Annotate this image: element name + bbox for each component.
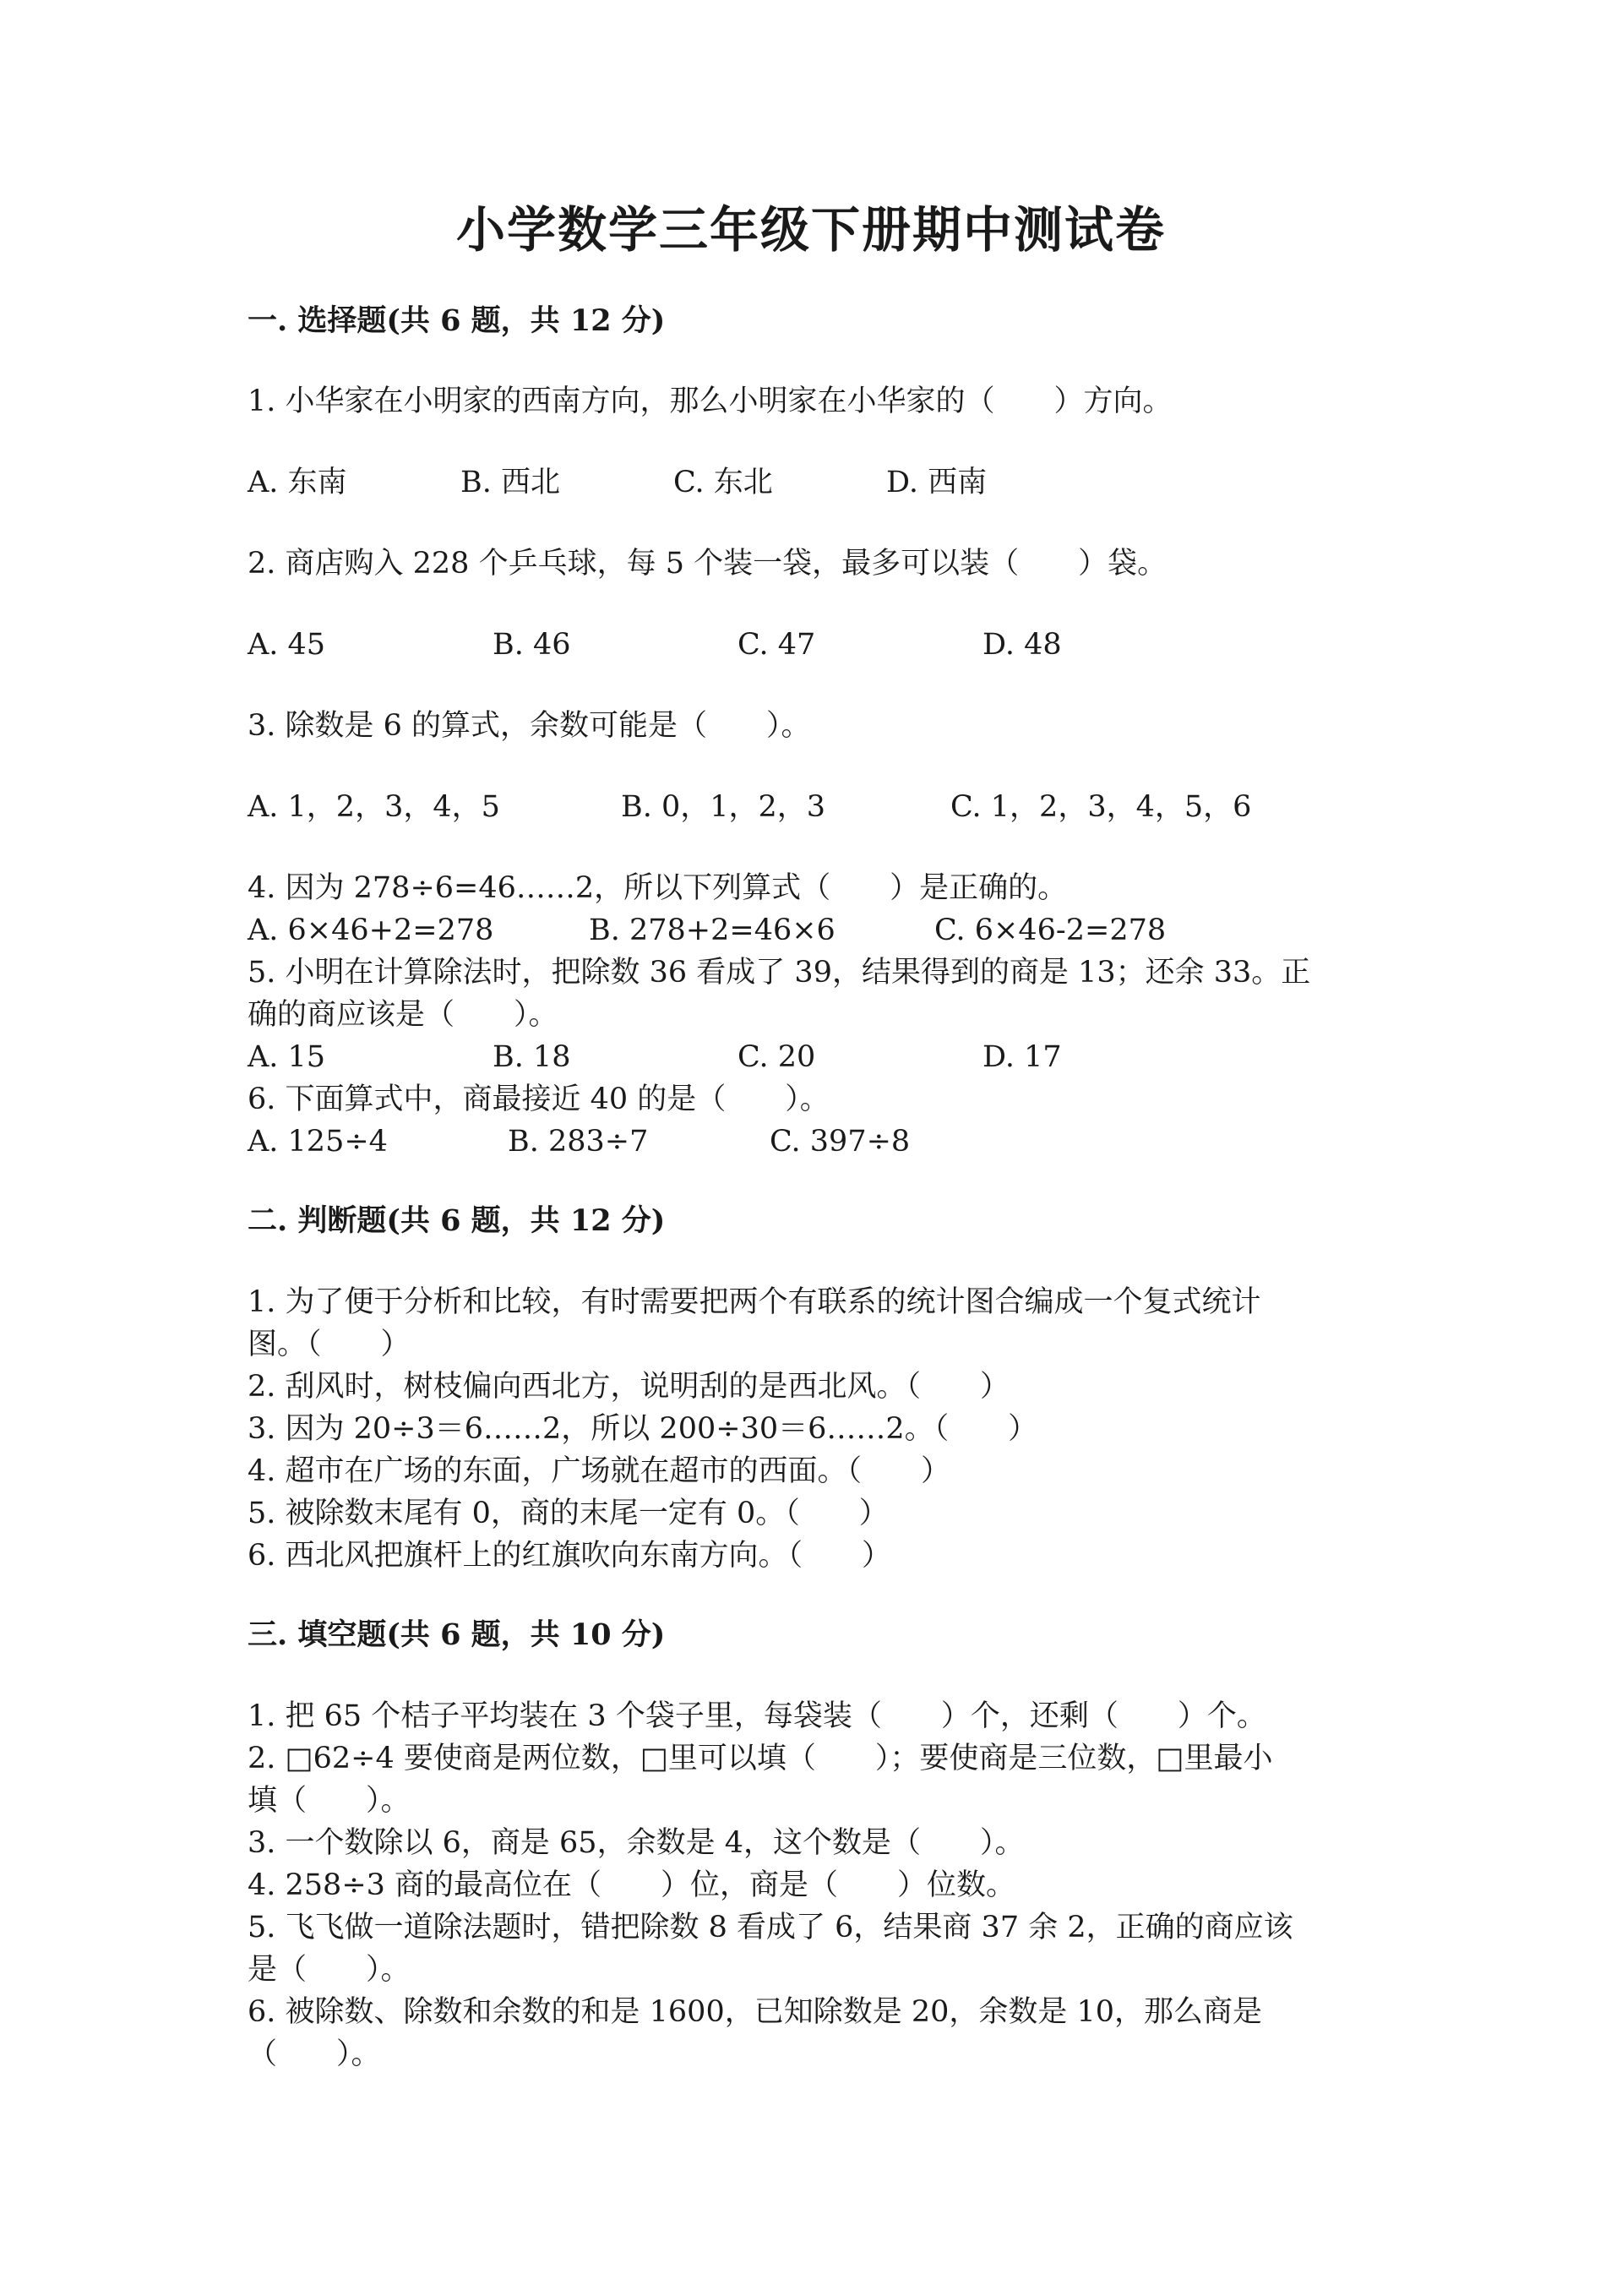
option: B. 0，1，2，3 (621, 790, 826, 824)
option: A. 45 (248, 628, 326, 662)
option: C. 397÷8 (770, 1125, 911, 1159)
fill-line: 2. □62÷4 要使商是两位数，□里可以填（ ）；要使商是三位数，□里最小 (248, 1742, 1273, 1775)
question-text: 6. 下面算式中，商最接近 40 的是（ ）。 (248, 1083, 830, 1116)
question-text: 5. 小明在计算除法时，把除数 36 看成了 39，结果得到的商是 13；还余 33。正 (248, 956, 1311, 990)
question-text: 1. 小华家在小明家的西南方向，那么小明家在小华家的（ ）方向。 (248, 384, 1173, 418)
option: A. 1，2，3，4，5 (248, 790, 500, 824)
fill-line: 6. 被除数、除数和余数的和是 1600，已知除数是 20，余数是 10，那么商是 (248, 1995, 1263, 2029)
section-heading-judge: 二. 判断题(共 6 题，共 12 分) (248, 1203, 666, 1238)
option: D. 17 (982, 1040, 1062, 1074)
fill-line: 是（ ）。 (248, 1953, 411, 1987)
statement-line: 2. 刮风时，树枝偏向西北方，说明刮的是西北风。（ ） (248, 1370, 1010, 1404)
statement-line: 图。（ ） (248, 1328, 411, 1361)
option: C. 东北 (673, 466, 773, 499)
statement-line: 5. 被除数末尾有 0，商的末尾一定有 0。（ ） (248, 1497, 889, 1530)
option: B. 西北 (460, 466, 560, 499)
statement-line: 1. 为了便于分析和比较，有时需要把两个有联系的统计图合编成一个复式统计 (248, 1285, 1261, 1319)
statement-line: 3. 因为 20÷3＝6……2，所以 200÷30＝6……2。（ ） (248, 1412, 1038, 1446)
fill-line: 5. 飞飞做一道除法题时，错把除数 8 看成了 6，结果商 37 余 2，正确的商应该 (248, 1911, 1293, 1944)
question-text: 4. 因为 278÷6=46……2，所以下列算式（ ）是正确的。 (248, 871, 1068, 905)
option: B. 46 (493, 628, 571, 662)
option: A. 125÷4 (248, 1125, 388, 1159)
option: C. 6×46-2=278 (934, 913, 1167, 947)
statement-line: 6. 西北风把旗杆上的红旗吹向东南方向。（ ） (248, 1539, 892, 1573)
fill-line: （ ）。 (248, 2037, 381, 2071)
option: A. 6×46+2=278 (248, 913, 494, 947)
option: B. 278+2=46×6 (589, 913, 835, 947)
option: D. 48 (982, 628, 1062, 662)
section-heading-fill: 三. 填空题(共 6 题，共 10 分) (248, 1617, 666, 1652)
option: B. 283÷7 (508, 1125, 649, 1159)
question-text: 确的商应该是（ ）。 (248, 998, 558, 1032)
section-heading-choice: 一. 选择题(共 6 题，共 12 分) (248, 303, 666, 338)
option: A. 15 (248, 1040, 326, 1074)
option: A. 东南 (248, 466, 347, 499)
option: D. 西南 (886, 466, 988, 499)
question-text: 3. 除数是 6 的算式，余数可能是（ ）。 (248, 709, 811, 743)
page-title: 小学数学三年级下册期中测试卷 (455, 201, 1166, 259)
fill-line: 1. 把 65 个桔子平均装在 3 个袋子里，每袋装（ ）个，还剩（ ）个。 (248, 1699, 1266, 1733)
question-text: 2. 商店购入 228 个乒乓球，每 5 个装一袋，最多可以装（ ）袋。 (248, 547, 1168, 581)
fill-line: 填（ ）。 (248, 1784, 411, 1818)
option: C. 1，2，3，4，5，6 (950, 790, 1252, 824)
option: C. 47 (738, 628, 816, 662)
fill-line: 3. 一个数除以 6，商是 65，余数是 4，这个数是（ ）。 (248, 1826, 1025, 1860)
option: B. 18 (493, 1040, 571, 1074)
option: C. 20 (738, 1040, 816, 1074)
statement-line: 4. 超市在广场的东面，广场就在超市的西面。（ ） (248, 1454, 951, 1488)
fill-line: 4. 258÷3 商的最高位在（ ）位，商是（ ）位数。 (248, 1868, 1016, 1902)
